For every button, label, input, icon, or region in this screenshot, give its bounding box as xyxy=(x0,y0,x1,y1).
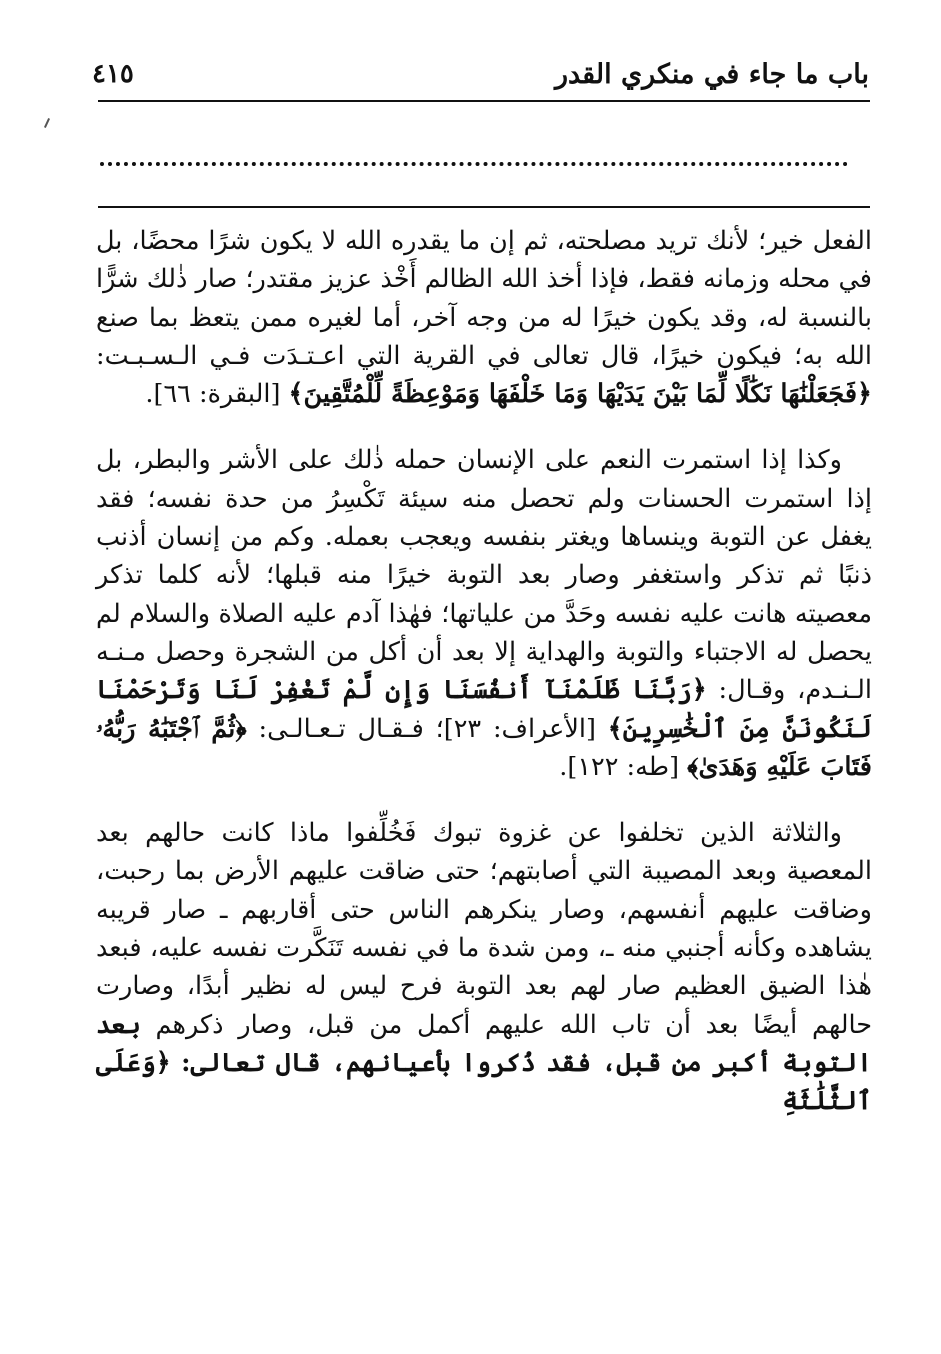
margin-mark xyxy=(44,118,50,128)
body-text xyxy=(96,222,872,1121)
quran-verse: ﴿رَبَّنَا ظَلَمْنَآ أَنفُسَنَا وَإِن لَّمْ تَغْفِرْ لَنَا وَتَرْحَمْنَا لَنَكُونَنَّ مِنَ ٱلْخَٰسِرِينَ﴾ xyxy=(96,675,872,744)
paragraph-2 xyxy=(96,441,872,786)
quran-verse: ﴿ثُمَّ ٱجْتَبَٰهُ رَبُّهُۥ فَتَابَ عَلَيْهِ وَهَدَىٰ﴾ xyxy=(96,713,872,782)
paragraph-3 xyxy=(96,814,872,1120)
header-rule xyxy=(98,100,870,102)
page-number: ٤١٥ xyxy=(92,59,134,89)
page-header xyxy=(92,52,869,96)
verse-citation: [طه: ١٢٢]. xyxy=(559,751,688,782)
quran-verse: ﴿وَعَلَى ٱلثَّلَٰثَةِ xyxy=(96,1047,872,1117)
text-run: وكذا إذا استمرت النعم على الإنسان حمله ذٰلك على الأشر والبطر، بل إذا استمرت الحسنات ولم تحصل منه سيئة تَكْسِرُ من حدة نفسه؛ فقد يغفل عن التوبة وينساها ويغتر بنفسه ويعجب بعمله. وكم من إنسان أذنب ذنبًا ثم تذكر واستغفر وصار بعد التوبة خيرًا منه قبلها؛ لأنه كلما تذكر معصيته هانت عليه نفسه وحَدَّ من علياتها؛ فهٰذا آدم عليه الصلاة والسلام لم يحصل له الاجتباء والتوبة والهداية إلا بعد أن أكل من الشجرة وحصل مـنـه الـنـدم، وقـال: xyxy=(96,445,873,706)
omission-dots xyxy=(100,142,848,166)
verse-citation: [الأعراف: ٢٣]؛ فـقـال تـعـالـى: xyxy=(246,713,608,744)
paragraph-1 xyxy=(96,222,872,413)
section-rule xyxy=(98,206,870,208)
running-title: باب ما جاء في منكري القدر xyxy=(554,58,869,90)
quran-verse: ﴿فَجَعَلْنَٰهَا نَكَٰلًا لِّمَا بَيْنَ يَدَيْهَا وَمَا خَلْفَهَا وَمَوْعِظَةً لِّلْمُتَّقِينَ﴾ xyxy=(288,379,872,410)
verse-citation: [البقرة: ٦٦]. xyxy=(145,379,289,410)
text-run: والثلاثة الذين تخلفوا عن غزوة تبوك فَخُلِّفوا ماذا كانت حالهم بعد المعصية وبعد المصيبة التي أصابتهم؛ حتى ضاقت عليهم الأرض بما رحبت، وضاقت عليهم أنفسهم، وصار ينكرهم الناس حتى أقاربهم ـ صار قريبه يشاهده وكأنه أجنبي منه ـ، ومن شدة ما في نفسه تَنَكَّرت نفسه عليه، فبعد هٰذا الضيق العظيم صار لهم بعد التوبة فرح ليس له نظير أبدًا، وصارت حالهم أيضًا بعد أن تاب الله عليهم أكمل من قبل، وصار ذكرهم xyxy=(96,818,872,1040)
bold-text-run: بعد التوبة أكبر من قبل، فقد ذُكروا بأعيانهم، قال تعالى: xyxy=(96,1009,872,1078)
text-run: الفعل خير؛ لأنك تريد مصلحته، ثم إن ما يقدره الله لا يكون شرًا محضًا، بل في محله وزمانه فقط، فإذا أخذ الله الظالم أَخْذ عزيز مقتدر؛ صار ذٰلك شرًّا بالنسبة له، وقد يكون خيرًا له من وجه آخر، أما لغيره ممن يتعظ بما صنع الله به؛ فيكون خيرًا، قال تعالى في القرية التي اعـتـدَت فـي الـسـبـت: xyxy=(96,226,872,371)
